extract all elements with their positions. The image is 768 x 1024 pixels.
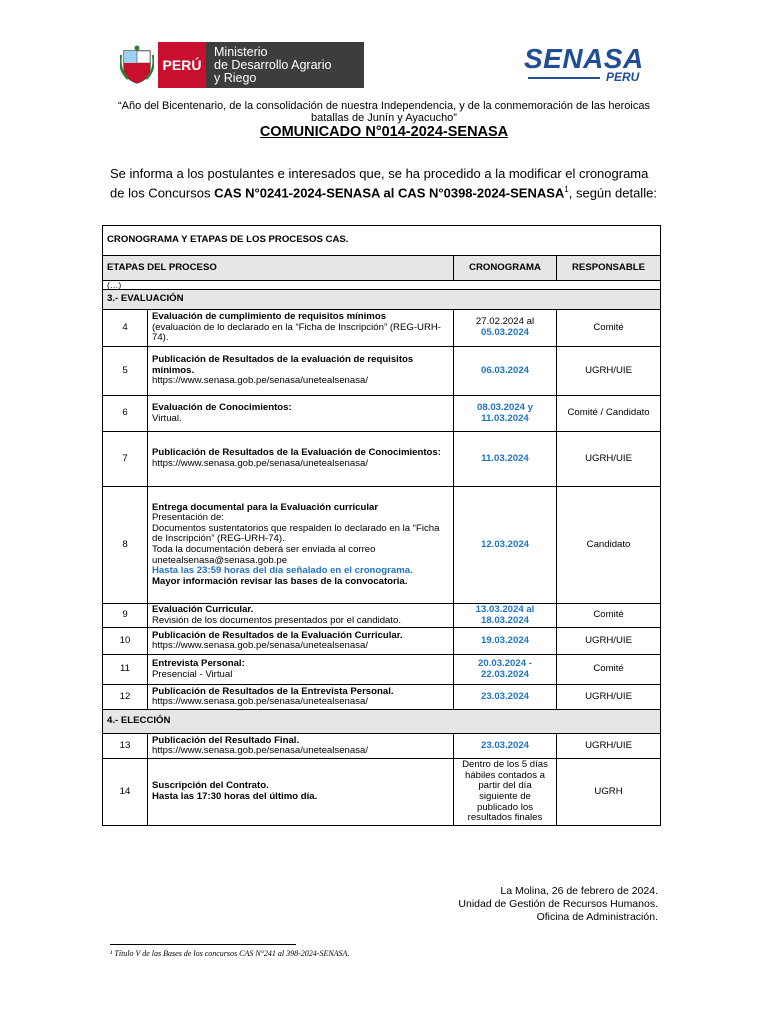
table-row xyxy=(103,347,661,396)
stage-title: Publicación de Resultados de la evaluación de requisitos mínimos. xyxy=(152,354,414,376)
footnote-ref: 1 xyxy=(564,185,569,194)
row-number: 5 xyxy=(103,347,148,396)
schedule-cell: Dentro de los 5 días hábiles contados a partir del día siguiente de publicado los resultados finales xyxy=(454,759,557,826)
stage-cell xyxy=(148,628,454,655)
table-row xyxy=(103,628,661,655)
stage-desc: Revisión de los documentos presentados por el candidato. xyxy=(152,614,402,626)
schedule-cell: 23.03.2024 xyxy=(454,685,557,710)
stage-desc: Presencial - Virtual xyxy=(152,668,233,680)
stage-cell xyxy=(148,734,454,759)
stage-cell xyxy=(148,310,454,347)
stage-link[interactable]: https://www.senasa.gob.pe/senasa/unetealsenasa/ xyxy=(152,745,369,757)
senasa-logo xyxy=(524,44,652,88)
stage-cell xyxy=(148,655,454,685)
stage-title: Publicación de Resultados de la Evaluación de Conocimientos: xyxy=(152,447,441,459)
header-schedule: CRONOGRAMA xyxy=(454,256,557,281)
table-row xyxy=(103,759,661,826)
coat-of-arms-icon xyxy=(116,42,158,88)
schedule-cell: 06.03.2024 xyxy=(454,347,557,396)
ellipsis: (…) xyxy=(103,281,661,290)
row-number: 12 xyxy=(103,685,148,710)
place-date: La Molina, 26 de febrero de 2024. xyxy=(500,885,658,897)
row-number: 7 xyxy=(103,432,148,487)
table-header-row xyxy=(103,256,661,281)
ministry-name: Ministerio de Desarrollo Agrario y Riego xyxy=(206,42,364,88)
stage-cell xyxy=(148,685,454,710)
responsible-cell: Comité xyxy=(557,310,661,347)
schedule-cell: 23.03.2024 xyxy=(454,734,557,759)
section-row xyxy=(103,710,661,734)
info-note: Mayor información revisar las bases de la convocatoria. xyxy=(152,575,408,587)
stage-link[interactable]: https://www.senasa.gob.pe/senasa/unetealsenasa/ xyxy=(152,696,369,708)
header-responsible: RESPONSABLE xyxy=(557,256,661,281)
stage-cell xyxy=(148,759,454,826)
unit-name: Unidad de Gestión de Recursos Humanos. xyxy=(458,898,658,910)
table-row xyxy=(103,310,661,347)
table-row xyxy=(103,487,661,604)
stage-cell xyxy=(148,487,454,604)
peru-label: PERÚ xyxy=(158,42,206,88)
responsible-cell: Comité / Candidato xyxy=(557,396,661,432)
footnote: ¹ Título V de las Bases de los concursos CAS N°241 al 398-2024-SENASA. xyxy=(110,949,350,958)
stage-cell xyxy=(148,347,454,396)
stage-title: Evaluación de cumplimiento de requisitos mínimos xyxy=(152,311,387,323)
schedule-cell: 27.02.2024 al 05.03.2024 xyxy=(454,310,557,347)
schedule-cell: 12.03.2024 xyxy=(454,487,557,604)
stage-title: Publicación de Resultados de la Evaluación Curricular. xyxy=(152,629,403,641)
stage-title: Entrevista Personal: xyxy=(152,658,245,670)
ministry-logo xyxy=(116,42,364,88)
table-row xyxy=(103,604,661,628)
schedule-table xyxy=(102,225,661,826)
logo-underline xyxy=(528,77,600,79)
table-caption: CRONOGRAMA Y ETAPAS DE LOS PROCESOS CAS. xyxy=(103,226,661,256)
responsible-cell: Comité xyxy=(557,655,661,685)
table-row xyxy=(103,432,661,487)
header-stages: ETAPAS DEL PROCESO xyxy=(103,256,454,281)
schedule-cell: 20.03.2024 - 22.03.2024 xyxy=(454,655,557,685)
table-row xyxy=(103,685,661,710)
stage-title: Evaluación Curricular. xyxy=(152,604,254,615)
intro-paragraph: Se informa a los postulantes e interesados que, se ha procedido a la modificar el cronograma de los Concursos CAS N°0241-2024-SENASA al CAS N°0398-2024-SENASA$^1$, según detalle: xyxy=(110,166,657,201)
stage-desc: Virtual. xyxy=(152,412,182,424)
stage-link[interactable]: https://www.senasa.gob.pe/senasa/unetealsenasa/ xyxy=(152,458,369,469)
stage-deadline: Hasta las 17:30 horas del último día. xyxy=(152,790,318,802)
stage-link[interactable]: https://www.senasa.gob.pe/senasa/unetealsenasa/ xyxy=(152,640,369,652)
stage-cell xyxy=(148,396,454,432)
table-caption-row xyxy=(103,226,661,256)
row-number: 13 xyxy=(103,734,148,759)
responsible-cell: UGRH/UIE xyxy=(557,347,661,396)
responsible-cell: UGRH/UIE xyxy=(557,734,661,759)
section-row xyxy=(103,290,661,310)
ellipsis-row xyxy=(103,281,661,290)
responsible-cell: Candidato xyxy=(557,487,661,604)
stage-cell xyxy=(148,432,454,487)
cas-range: CAS N°0241-2024-SENASA al CAS N°0398-2024-SENASA xyxy=(214,185,565,201)
stage-link[interactable]: https://www.senasa.gob.pe/senasa/unetealsenasa/ xyxy=(152,375,369,387)
row-number: 9 xyxy=(103,604,148,628)
section-evaluation: 3.- EVALUACIÓN xyxy=(103,290,661,310)
schedule-cell: 08.03.2024 y 11.03.2024 xyxy=(454,396,557,432)
row-number: 10 xyxy=(103,628,148,655)
responsible-cell: UGRH/UIE xyxy=(557,685,661,710)
stage-title: Entrega documental para la Evaluación curricular xyxy=(152,501,379,513)
responsible-cell: UGRH/UIE xyxy=(557,628,661,655)
row-number: 14 xyxy=(103,759,148,826)
schedule-cell: 19.03.2024 xyxy=(454,628,557,655)
schedule-cell: 13.03.2024 al 18.03.2024 xyxy=(454,604,557,628)
responsible-cell: Comité xyxy=(557,604,661,628)
table-row xyxy=(103,734,661,759)
row-number: 8 xyxy=(103,487,148,604)
table-row xyxy=(103,655,661,685)
section-election: 4.- ELECCIÓN xyxy=(103,710,661,734)
responsible-cell: UGRH/UIE xyxy=(557,432,661,487)
deadline-note: Hasta las 23:59 horas del día señalado en el cronograma. xyxy=(152,565,413,577)
stage-desc: Toda la documentación deberá ser enviada al correo unetealsenasa@senasa.gob.pe xyxy=(152,544,376,566)
stage-title: Publicación del Resultado Final. xyxy=(152,734,300,746)
stage-desc: Documentos sustentatorios que respalden lo declarado en la “Ficha de Inscripción” (REG-URH-74). xyxy=(152,522,440,545)
stage-cell xyxy=(148,604,454,628)
responsible-cell: UGRH xyxy=(557,759,661,826)
row-number: 6 xyxy=(103,396,148,432)
senasa-country: PERU xyxy=(606,70,640,84)
page-title: COMUNICADO N°014-2024-SENASA xyxy=(259,124,509,140)
stage-title: Evaluación de Conocimientos: xyxy=(152,401,292,413)
office-name: Oficina de Administración. xyxy=(536,911,658,923)
senasa-brand: SENASA xyxy=(524,43,644,74)
schedule-cell: 11.03.2024 xyxy=(454,432,557,487)
row-number: 4 xyxy=(103,310,148,347)
stage-title: Publicación de Resultados de la Entrevista Personal. xyxy=(152,685,394,697)
stage-desc: (evaluación de lo declarado en la “Ficha de Inscripción” (REG-URH-74). xyxy=(152,321,442,344)
year-motto: “Año del Bicentenario, de la consolidación de nuestra Independencia, y de la conmemoración de las heroicas batallas de Junín y Ayacucho” xyxy=(117,100,650,124)
stage-desc: Presentación de: xyxy=(152,512,224,524)
signature-block xyxy=(458,885,658,924)
row-number: 11 xyxy=(103,655,148,685)
table-row xyxy=(103,396,661,432)
footnote-divider xyxy=(110,944,296,945)
stage-title: Suscripción del Contrato. xyxy=(152,780,269,792)
